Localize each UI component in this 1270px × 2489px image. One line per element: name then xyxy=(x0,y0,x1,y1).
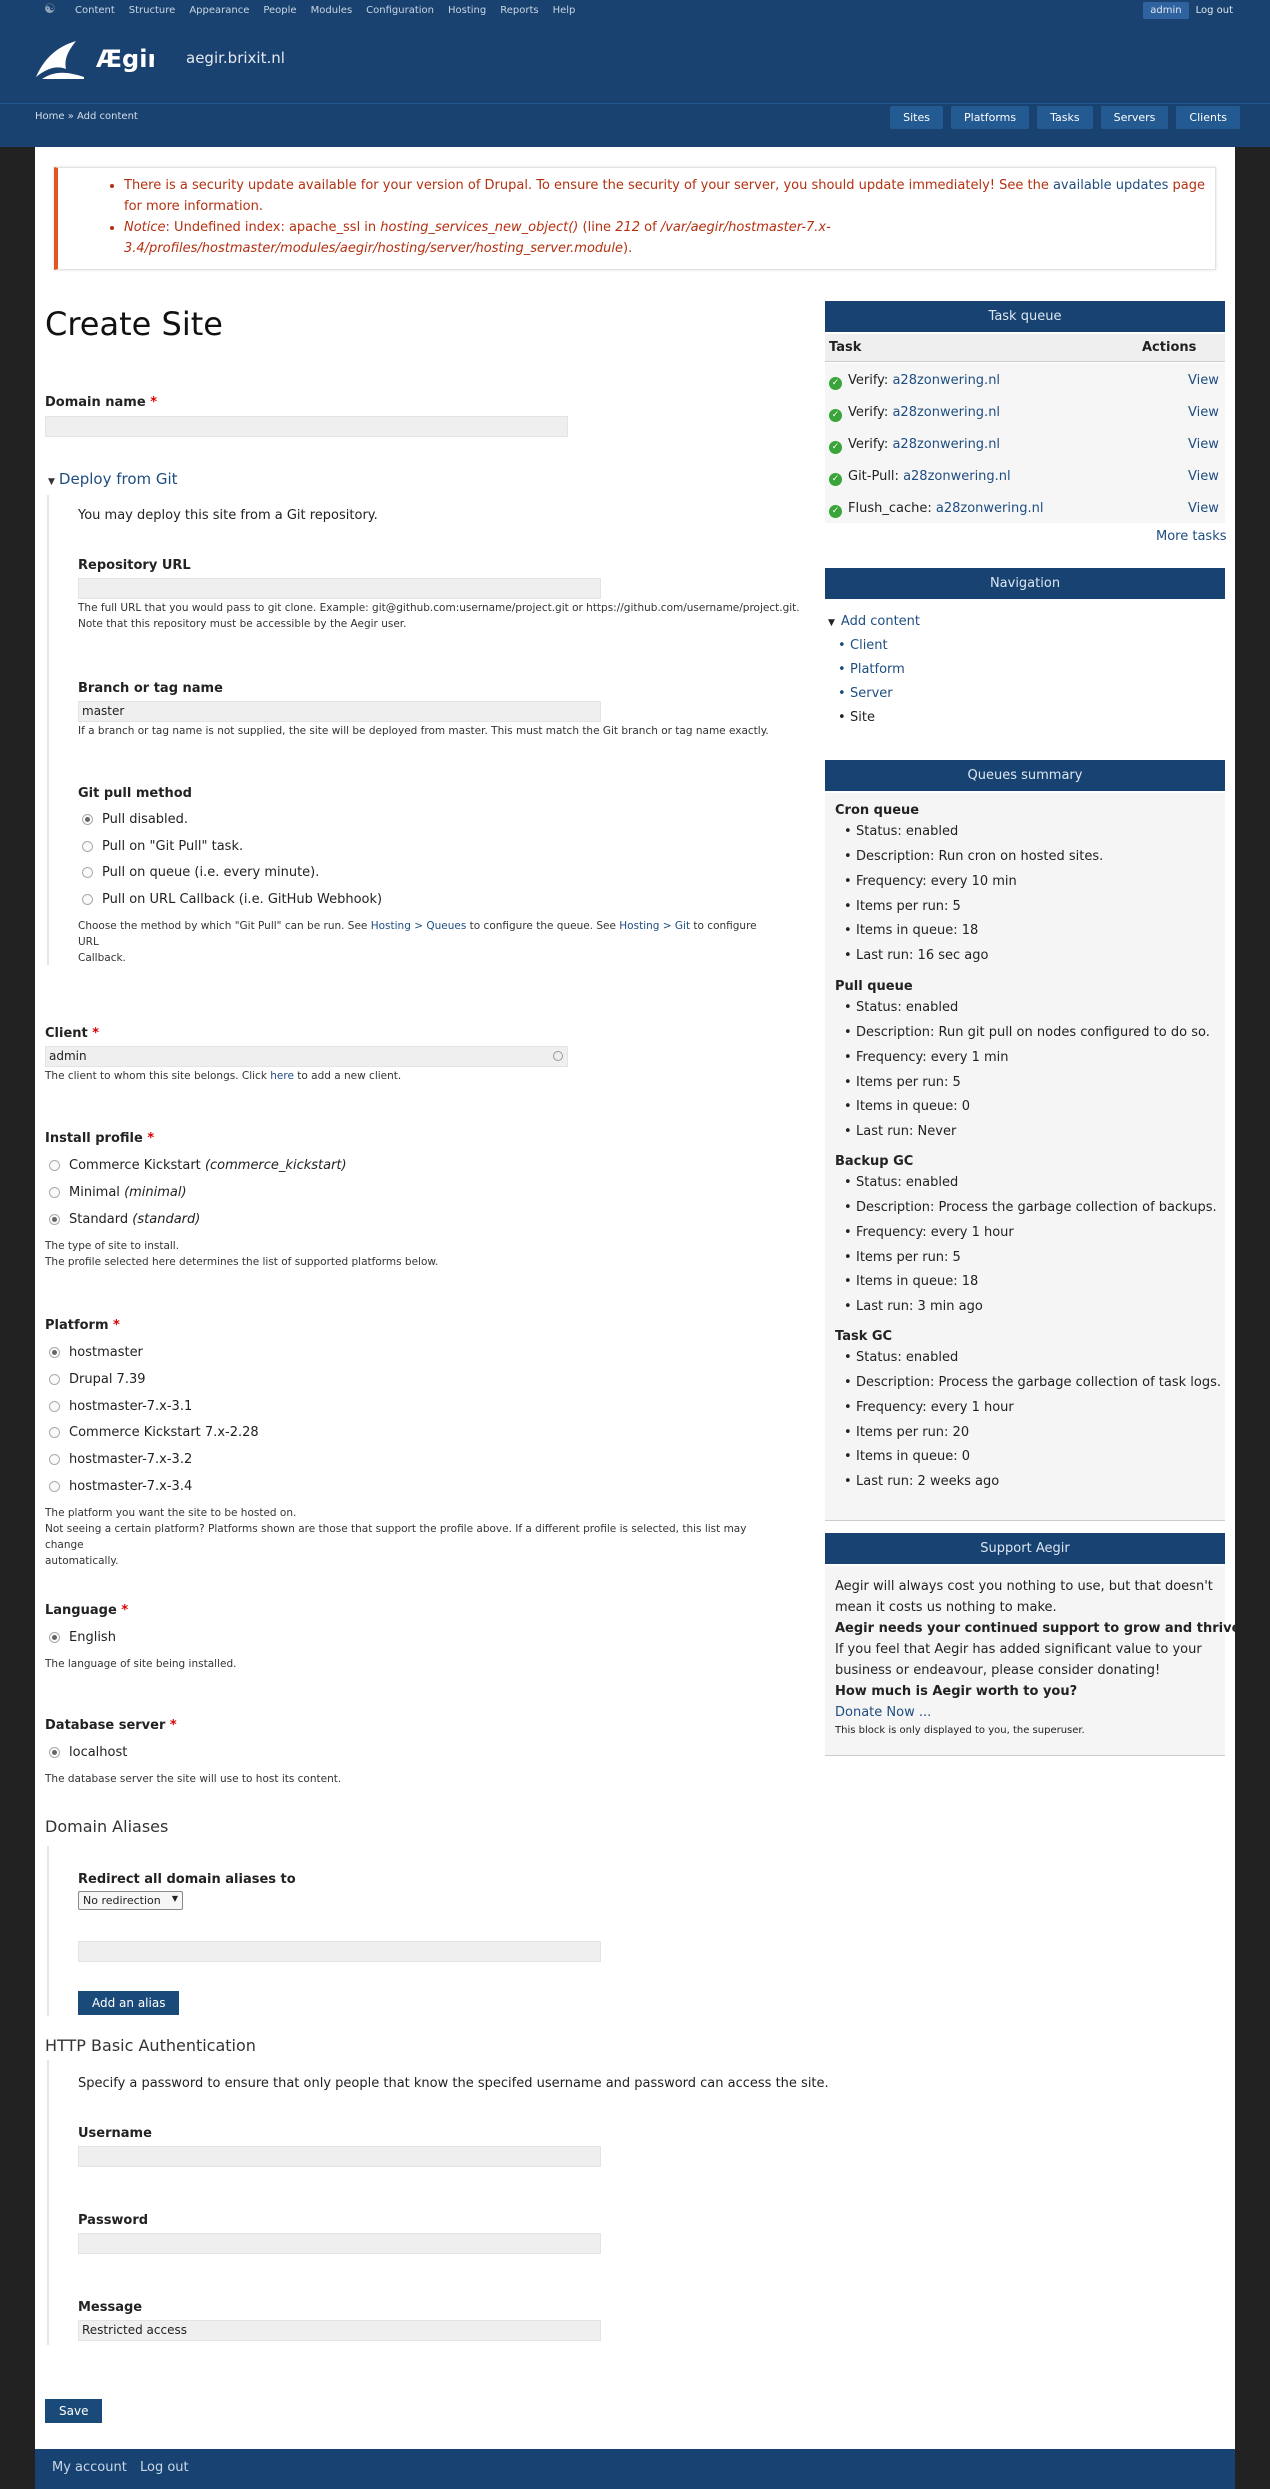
breadcrumb-home[interactable]: Home xyxy=(35,111,65,122)
breadcrumb-current: Add content xyxy=(77,111,138,122)
add-alias-button[interactable]: Add an alias xyxy=(78,1991,179,2015)
radio-icon xyxy=(49,1427,60,1438)
git-pull-method-label: Git pull method xyxy=(78,786,192,801)
tab-platforms[interactable]: Platforms xyxy=(951,106,1029,129)
profile-option-commerce[interactable]: Commerce Kickstart (commerce_kickstart) xyxy=(49,1158,347,1173)
task-view-link[interactable]: View xyxy=(1188,373,1219,388)
radio-selected-icon xyxy=(49,1747,60,1758)
radio-icon xyxy=(82,894,93,905)
tab-servers[interactable]: Servers xyxy=(1101,106,1169,129)
add-client-link[interactable]: here xyxy=(270,1070,294,1082)
success-check-icon: ✓ xyxy=(829,409,842,422)
nav-client-link[interactable]: • Client xyxy=(850,638,888,653)
task-row: ✓ Verify: a28zonwering.nl xyxy=(829,405,1000,422)
nav-site-item[interactable]: • Site xyxy=(850,710,875,725)
radio-icon xyxy=(82,841,93,852)
toolbar-item-people[interactable]: People xyxy=(263,5,297,16)
task-view-link[interactable]: View xyxy=(1188,405,1219,420)
navigation-heading: Navigation xyxy=(825,568,1225,599)
task-row: ✓ Verify: a28zonwering.nl xyxy=(829,437,1000,454)
toolbar-item-content[interactable]: Content xyxy=(75,5,115,16)
repository-url-input[interactable] xyxy=(78,578,601,599)
task-column-header: Task xyxy=(829,340,862,355)
success-check-icon: ✓ xyxy=(829,473,842,486)
radio-selected-icon xyxy=(49,1632,60,1643)
svg-text:Ægir: Ægir xyxy=(96,45,154,73)
aegir-logo[interactable] xyxy=(34,37,154,81)
username-label: Username xyxy=(78,2126,152,2141)
toolbar-item-modules[interactable]: Modules xyxy=(310,5,353,16)
support-aegir-heading: Support Aegir xyxy=(825,1533,1225,1564)
language-option-english[interactable]: English xyxy=(49,1630,116,1645)
queue-item: • Description: Run git pull on nodes configured to do so. xyxy=(856,1025,1210,1040)
redirect-select[interactable]: No redirection ▼ xyxy=(78,1891,183,1910)
queue-item: • Frequency: every 1 hour xyxy=(856,1225,1014,1240)
platform-option-hostmaster31[interactable]: hostmaster-7.x-3.1 xyxy=(49,1399,192,1414)
toolbar-item-reports[interactable]: Reports xyxy=(500,5,539,16)
queue-item: • Items in queue: 18 xyxy=(856,923,978,938)
available-updates-link[interactable]: available updates xyxy=(1052,178,1169,193)
fieldset-border xyxy=(47,2060,49,2345)
queue-name: Backup GC xyxy=(835,1154,914,1169)
platform-desc: The platform you want the site to be hosted on. Not seeing a certain platform? Platforms shown are those that support the profile above. If a different profile is selected, this list may change automatically. xyxy=(45,1507,747,1567)
queue-item: • Items in queue: 18 xyxy=(856,1274,978,1289)
my-account-link[interactable]: My account xyxy=(52,2460,127,2475)
platform-label: Platform * xyxy=(45,1318,120,1333)
save-button[interactable]: Save xyxy=(45,2399,102,2423)
nav-platform-link[interactable]: • Platform xyxy=(850,662,905,677)
task-row: ✓ Flush_cache: a28zonwering.nl xyxy=(829,501,1043,518)
more-tasks-link[interactable]: More tasks xyxy=(1156,529,1227,544)
profile-option-standard[interactable]: Standard (standard) xyxy=(49,1212,200,1227)
task-site-link[interactable]: a28zonwering.nl xyxy=(892,373,1001,388)
domain-name-input[interactable] xyxy=(45,416,568,437)
fieldset-border xyxy=(47,495,49,965)
toolbar-item-appearance[interactable]: Appearance xyxy=(189,5,250,16)
add-content-link[interactable]: Add content xyxy=(840,614,920,629)
hosting-queues-link[interactable]: Hosting > Queues xyxy=(370,920,467,932)
message-input[interactable]: Restricted access xyxy=(78,2320,601,2341)
radio-icon xyxy=(49,1374,60,1385)
install-profile-label: Install profile * xyxy=(45,1131,155,1146)
password-input[interactable] xyxy=(78,2233,601,2254)
platform-option-hostmaster34[interactable]: hostmaster-7.x-3.4 xyxy=(49,1479,192,1494)
queue-name: Task GC xyxy=(835,1329,893,1344)
footer-logout-link[interactable]: Log out xyxy=(140,2460,189,2475)
queue-item: • Last run: 2 weeks ago xyxy=(856,1474,999,1489)
db-option-localhost[interactable]: localhost xyxy=(49,1745,127,1760)
git-pull-desc: Choose the method by which "Git Pull" can be run. See Hosting > Queues to configure the queue. See Hosting > Git to configure URL Callback. xyxy=(78,920,757,964)
radio-icon xyxy=(49,1481,60,1492)
branch-label: Branch or tag name xyxy=(78,681,223,696)
client-label: Client * xyxy=(45,1026,100,1041)
toolbar-item-structure[interactable]: Structure xyxy=(128,5,176,16)
password-label: Password xyxy=(78,2213,149,2228)
message-notice: • Notice: Undefined index: apache_ssl in hosting_services_new_object() (line 212 of /var/aegir/hostmaster-7.x-3.4/profiles/hostmaster/modules/aegir/hosting/server/hosting_server.module). xyxy=(124,217,1215,259)
tab-clients[interactable]: Clients xyxy=(1176,106,1240,129)
task-row: ✓ Git-Pull: a28zonwering.nl xyxy=(829,469,1011,486)
toolbar-user xyxy=(1143,0,1240,21)
toolbar-logout[interactable]: Log out xyxy=(1195,5,1233,16)
pull-option-queue[interactable]: Pull on queue (i.e. every minute). xyxy=(82,865,319,880)
autocomplete-throbber-icon xyxy=(553,1051,563,1061)
radio-selected-icon xyxy=(82,814,93,825)
success-check-icon: ✓ xyxy=(829,441,842,454)
toolbar-user-admin[interactable]: admin xyxy=(1143,2,1188,19)
queue-item: • Description: Process the garbage collection of task logs. xyxy=(856,1375,1221,1390)
dropdown-arrow-icon: ▼ xyxy=(171,1894,178,1903)
platform-option-commerce[interactable]: Commerce Kickstart 7.x-2.28 xyxy=(49,1425,259,1440)
primary-tabs xyxy=(890,106,1240,129)
queue-item: • Items in queue: 0 xyxy=(856,1099,970,1114)
queue-item: • Last run: Never xyxy=(856,1124,956,1139)
http-auth-intro: Specify a password to ensure that only people that know the specifed username and password can access the site. xyxy=(78,2076,829,2091)
username-input[interactable] xyxy=(78,2146,601,2167)
queue-item: • Items per run: 5 xyxy=(856,899,961,914)
task-view-link[interactable]: View xyxy=(1188,501,1219,516)
actions-column-header: Actions xyxy=(1142,340,1197,355)
branch-desc: If a branch or tag name is not supplied, the site will be deployed from master. This must match the Git branch or tag name exactly. xyxy=(78,725,769,737)
platform-option-drupal739[interactable]: Drupal 7.39 xyxy=(49,1372,146,1387)
tab-tasks[interactable]: Tasks xyxy=(1037,106,1092,129)
queues-summary-heading: Queues summary xyxy=(825,760,1225,791)
database-server-desc: The database server the site will use to host its content. xyxy=(45,1773,342,1785)
toolbar-menu xyxy=(68,0,582,21)
message-label: Message xyxy=(78,2300,143,2315)
redirect-label: Redirect all domain aliases to xyxy=(78,1872,296,1887)
message-security-update: • There is a security update available for your version of Drupal. To ensure the security of your server, you should update immediately! See the available updates page for more information. xyxy=(124,175,1215,217)
language-desc: The language of site being installed. xyxy=(45,1658,237,1670)
task-site-link[interactable]: a28zonwering.nl xyxy=(892,437,1001,452)
task-row: ✓ Verify: a28zonwering.nl xyxy=(829,373,1000,390)
task-view-link[interactable]: View xyxy=(1188,469,1219,484)
client-autocomplete-input[interactable]: admin xyxy=(45,1046,568,1067)
task-site-link[interactable]: a28zonwering.nl xyxy=(935,501,1044,516)
radio-selected-icon xyxy=(49,1214,60,1225)
donate-now-link[interactable]: Donate Now ... xyxy=(835,1705,932,1720)
site-name[interactable]: aegir.brixit.nl xyxy=(186,49,285,67)
branch-input[interactable]: master xyxy=(78,701,601,722)
queue-item: • Status: enabled xyxy=(856,824,958,839)
error-messages xyxy=(54,167,1216,270)
tab-sites[interactable]: Sites xyxy=(890,106,943,129)
toolbar-item-configuration[interactable]: Configuration xyxy=(366,5,434,16)
druplicon-icon[interactable]: ☯ xyxy=(44,2,56,17)
radio-icon xyxy=(82,867,93,878)
radio-icon xyxy=(49,1454,60,1465)
success-check-icon: ✓ xyxy=(829,377,842,390)
git-intro: You may deploy this site from a Git repository. xyxy=(78,508,378,523)
breadcrumb-separator: » xyxy=(64,111,78,122)
queue-item: • Last run: 16 sec ago xyxy=(856,948,988,963)
task-site-link[interactable]: a28zonwering.nl xyxy=(892,405,1001,420)
task-site-link[interactable]: a28zonwering.nl xyxy=(903,469,1011,484)
fieldset-border xyxy=(47,1846,49,2016)
queue-item: • Status: enabled xyxy=(856,1000,958,1015)
repository-url-desc: The full URL that you would pass to git clone. Example: git@github.com:username/project.git or https://github.com/username/project.git. Note that this repository must be accessible by the Aegir user. xyxy=(78,602,800,630)
expanded-triangle-icon: ▼ xyxy=(828,618,835,628)
repository-url-label: Repository URL xyxy=(78,558,191,573)
radio-icon xyxy=(49,1187,60,1198)
nav-add-content xyxy=(828,614,920,629)
queue-name: Pull queue xyxy=(835,979,913,994)
client-desc: The client to whom this site belongs. Click here to add a new client. xyxy=(45,1070,402,1082)
language-label: Language * xyxy=(45,1603,129,1618)
task-queue-header-row xyxy=(825,334,1225,362)
profile-option-minimal[interactable]: Minimal (minimal) xyxy=(49,1185,187,1200)
task-queue-heading: Task queue xyxy=(825,301,1225,332)
hosting-git-link[interactable]: Hosting > Git xyxy=(619,920,691,932)
site-header xyxy=(0,21,1270,103)
queue-item: • Frequency: every 1 hour xyxy=(856,1400,1014,1415)
queue-item: • Items per run: 20 xyxy=(856,1425,969,1440)
queue-item: • Status: enabled xyxy=(856,1350,958,1365)
queue-item: • Frequency: every 1 min xyxy=(856,1050,1009,1065)
domain-aliases-heading: Domain Aliases xyxy=(45,1817,169,1836)
queue-item: • Description: Process the garbage collection of backups. xyxy=(856,1200,1217,1215)
platform-option-hostmaster32[interactable]: hostmaster-7.x-3.2 xyxy=(49,1452,192,1467)
pull-option-disabled[interactable]: Pull disabled. xyxy=(82,812,188,827)
collapse-triangle-icon: ▼ xyxy=(48,477,55,487)
deploy-from-git-toggle[interactable]: ▼ Deploy from Git xyxy=(48,470,178,488)
admin-toolbar xyxy=(0,0,1270,21)
task-view-link[interactable]: View xyxy=(1188,437,1219,452)
pull-option-task[interactable]: Pull on "Git Pull" task. xyxy=(82,839,243,854)
toolbar-item-help[interactable]: Help xyxy=(552,5,576,16)
radio-icon xyxy=(49,1160,60,1171)
radio-icon xyxy=(49,1401,60,1412)
database-server-label: Database server * xyxy=(45,1718,177,1733)
platform-option-hostmaster[interactable]: hostmaster xyxy=(49,1345,143,1360)
install-profile-desc: The type of site to install. The profile selected here determines the list of supported platforms below. xyxy=(45,1240,439,1268)
toolbar-item-hosting[interactable]: Hosting xyxy=(448,5,487,16)
breadcrumb xyxy=(35,111,138,122)
success-check-icon: ✓ xyxy=(829,505,842,518)
pull-option-callback[interactable]: Pull on URL Callback (i.e. GitHub Webhook) xyxy=(82,892,382,907)
queue-item: • Description: Run cron on hosted sites. xyxy=(856,849,1103,864)
queue-name: Cron queue xyxy=(835,803,920,818)
nav-server-link[interactable]: • Server xyxy=(850,686,893,701)
domain-name-label: Domain name * xyxy=(45,395,158,410)
alias-input[interactable] xyxy=(78,1941,601,1962)
radio-selected-icon xyxy=(49,1347,60,1358)
queue-item: • Last run: 3 min ago xyxy=(856,1299,983,1314)
queue-item: • Items in queue: 0 xyxy=(856,1449,970,1464)
footer xyxy=(35,2449,1235,2489)
queue-item: • Frequency: every 10 min xyxy=(856,874,1017,889)
queue-item: • Status: enabled xyxy=(856,1175,958,1190)
support-text: Aegir will always cost you nothing to use, but that doesn't mean it costs us nothing to make. Aegir needs your continued support to grow and thrive. If you feel that Aegir has added significant value to your business or endeavour, please consider donating! How much is Aegir worth to you? Donate Now ... This block is only displayed to you, the superuser. xyxy=(835,1579,1246,1736)
queue-item: • Items per run: 5 xyxy=(856,1250,961,1265)
page-title: Create Site xyxy=(45,305,223,343)
http-auth-heading: HTTP Basic Authentication xyxy=(45,2036,256,2055)
queue-item: • Items per run: 5 xyxy=(856,1075,961,1090)
